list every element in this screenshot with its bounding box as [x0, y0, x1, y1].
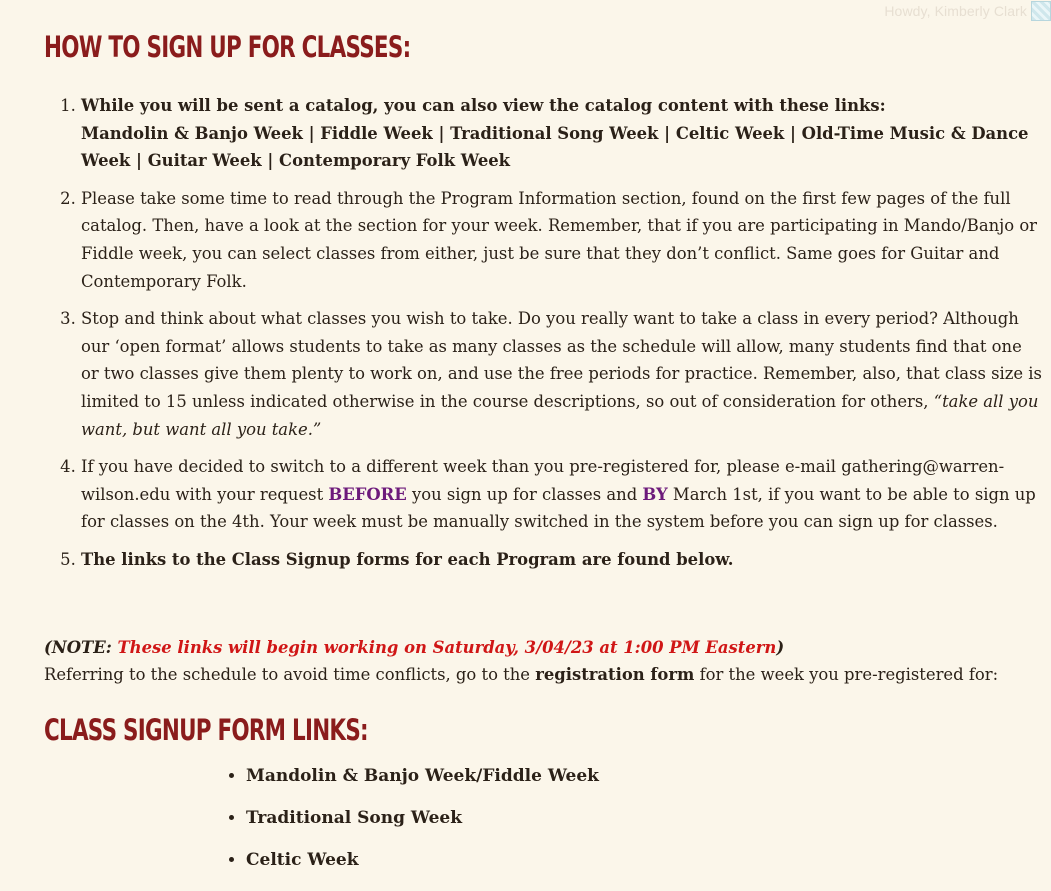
class-signup-links-heading: CLASS SIGNUP FORM LINKS:: [44, 712, 368, 747]
page-content: [44, 26, 1044, 891]
admin-bar: [884, 0, 1051, 22]
note-line: [44, 634, 1044, 662]
step-2: [81, 185, 1044, 295]
signup-link-item: [246, 765, 1044, 787]
step-3-quote: “take all you want, but want all you take.”: [81, 391, 1039, 439]
step-4-part3: March 1st, if you want to be able to sign up for classes on the 4th. Your week must be manually switched in the system before you can sign up for classes.: [81, 484, 1036, 532]
note-instructions: Referring to the schedule to avoid time conflicts, go to the registration form for the week you pre-registered for:: [44, 665, 999, 685]
catalog-link-old-time[interactable]: Old-Time Music & Dance Week: [81, 123, 1029, 171]
step-4-before: BEFORE: [328, 484, 407, 504]
signup-link-mandolin-banjo-fiddle[interactable]: Mandolin & Banjo Week/Fiddle Week: [246, 765, 599, 786]
catalog-link-celtic[interactable]: Celtic Week: [675, 123, 785, 143]
step-4: [81, 453, 1044, 536]
signup-link-item: [246, 807, 1044, 829]
step-3: [81, 305, 1044, 443]
catalog-link-contemporary-folk[interactable]: Contemporary Folk Week: [279, 151, 511, 171]
note-block: [44, 634, 1044, 689]
step-5: [81, 546, 1044, 574]
step-3-text: Stop and think about what classes you wish to take. Do you really want to take a class in every period? Although our ‘open format’ allows students to take as many classes as the schedule will allow, many students find that one or two classes give them plenty to work on, and use the free periods for practice. Remember, also, that class size is limited to 15 unless indicated otherwise in the course descriptions, so out of consideration for others,: [81, 309, 1042, 411]
registration-form-text: registration form: [535, 665, 695, 685]
step-4-part1: If you have decided to switch to a different week than you pre-registered for, please e-mail gathering@warren-wilson.edu with your request: [81, 457, 1005, 504]
step-1: [81, 92, 1044, 175]
step-1-intro: While you will be sent a catalog, you can also view the catalog content with these links:: [81, 96, 886, 115]
step-4-by: BY: [642, 484, 668, 504]
catalog-link-guitar[interactable]: Guitar Week: [147, 151, 262, 171]
step-2-text: Please take some time to read through the Program Information section, found on the first few pages of the full catalog. Then, have a look at the section for your week. Remember, that if you are participating in Mando/Banjo or Fiddle week, you can select classes from either, just be sure that they don’t conflict. Same goes for Guitar and Contemporary Folk.: [81, 188, 1038, 291]
note-open: (NOTE:: [44, 637, 112, 657]
catalog-link-fiddle[interactable]: Fiddle Week: [320, 123, 433, 143]
step-5-text: The links to the Class Signup forms for each Program are found below.: [81, 549, 734, 569]
signup-links-list: [246, 765, 1044, 871]
avatar[interactable]: [1031, 1, 1051, 21]
catalog-link-mandolin-banjo[interactable]: Mandolin & Banjo Week: [81, 123, 303, 143]
catalog-link-traditional-song[interactable]: Traditional Song Week: [450, 123, 659, 143]
step-4-part2: you sign up for classes and: [411, 484, 638, 504]
how-to-sign-up-heading: HOW TO SIGN UP FOR CLASSES:: [44, 30, 411, 64]
signup-link-celtic[interactable]: Celtic Week: [246, 849, 359, 870]
catalog-links: Mandolin & Banjo Week | Fiddle Week | Traditional Song Week | Celtic Week | Old-Time Music & Dance Week | Guitar Week | Contemporary Folk Week: [81, 123, 1029, 171]
howdy-greeting[interactable]: Howdy, Kimberly Clark: [884, 3, 1027, 19]
signup-link-traditional-song[interactable]: Traditional Song Week: [246, 807, 463, 828]
note-close: ): [776, 637, 785, 657]
signup-link-item: [246, 849, 1044, 871]
steps-list: [81, 92, 1044, 574]
note-red-text: These links will begin working on Saturday, 3/04/23 at 1:00 PM Eastern: [117, 637, 777, 657]
